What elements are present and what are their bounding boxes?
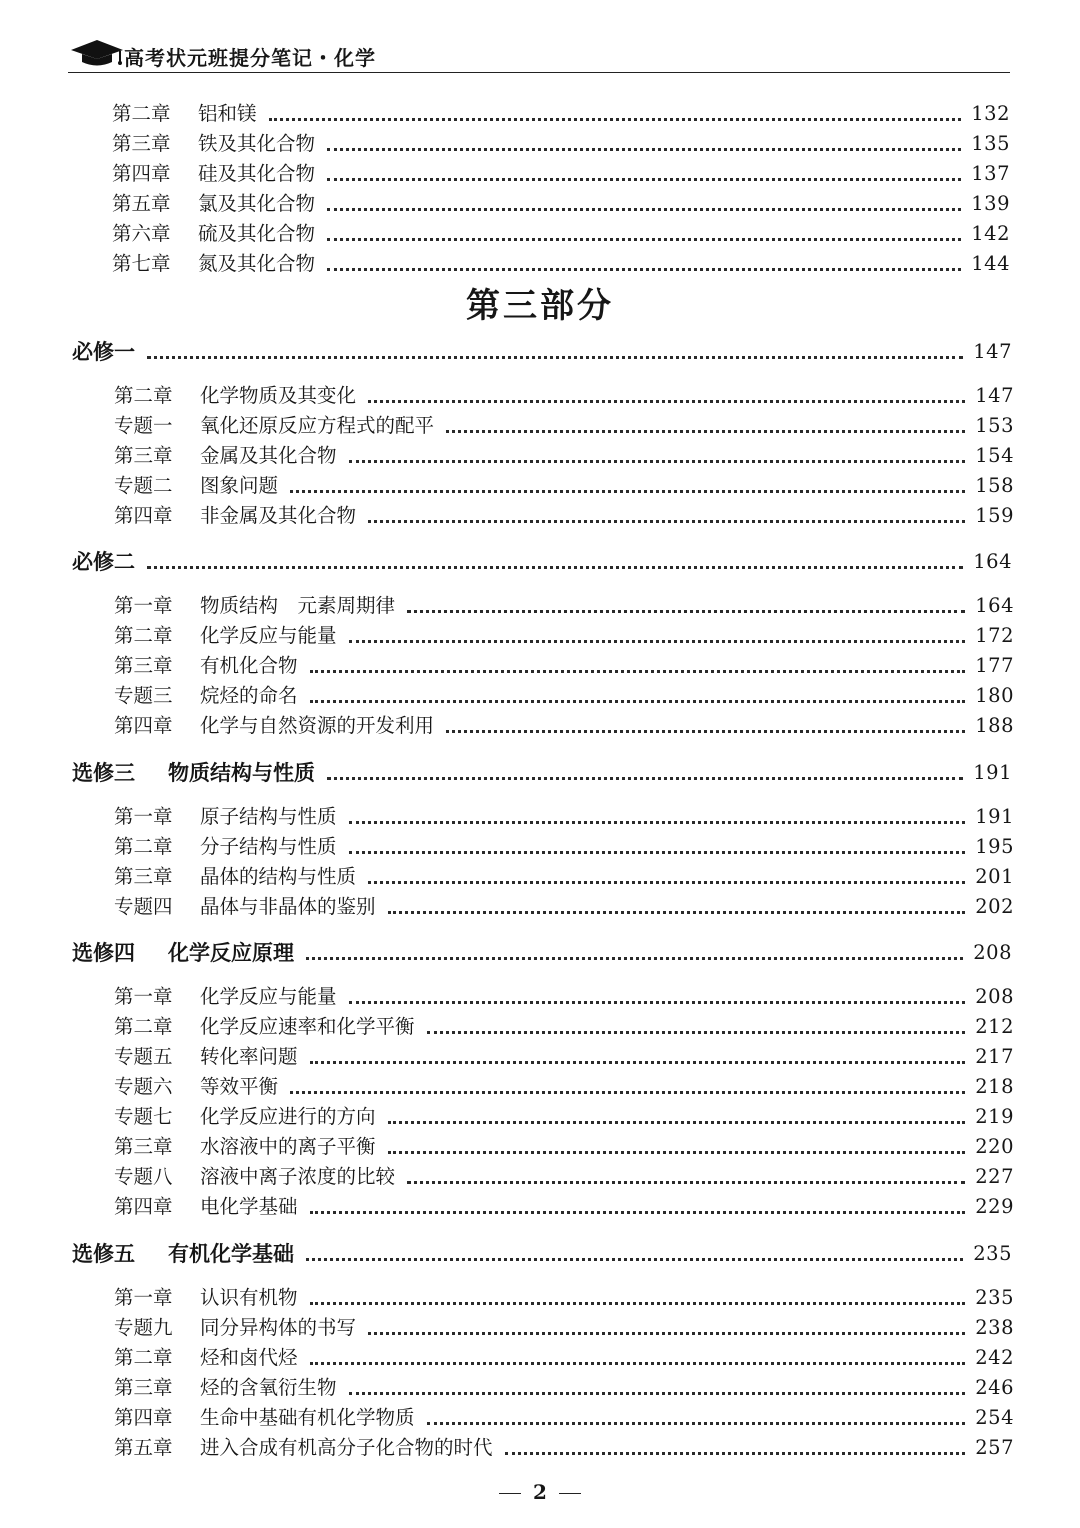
chapter-title: 等效平衡 xyxy=(200,1075,279,1098)
dot-leader xyxy=(310,669,966,673)
chapter-number: 专题三 xyxy=(114,684,173,707)
section-label: 选修四 xyxy=(72,941,135,965)
chapter-title: 图象问题 xyxy=(200,474,279,497)
toc-entry-row xyxy=(114,859,1014,889)
chapter-number: 专题七 xyxy=(114,1105,173,1128)
section-label: 选修五 xyxy=(72,1242,135,1266)
chapter-number: 第一章 xyxy=(114,594,173,617)
dot-leader xyxy=(306,956,963,960)
toc-entry-row xyxy=(112,126,1010,156)
chapter-title: 烷烃的命名 xyxy=(200,684,298,707)
chapter-title: 认识有机物 xyxy=(200,1286,298,1309)
dot-leader xyxy=(446,429,965,433)
toc-entry-row xyxy=(114,1340,1014,1370)
page-number: 208 xyxy=(973,941,1012,964)
chapter-title: 化学反应进行的方向 xyxy=(200,1105,376,1128)
page-number: 201 xyxy=(975,865,1014,888)
page-number: 159 xyxy=(975,504,1014,527)
section-title: 有机化学基础 xyxy=(168,1242,294,1266)
page-number: 229 xyxy=(975,1195,1014,1218)
toc-entry-row xyxy=(114,1159,1014,1189)
dot-leader xyxy=(349,1391,966,1395)
page-number: 195 xyxy=(975,835,1014,858)
chapter-number: 第四章 xyxy=(114,1195,173,1218)
chapter-title: 铝和镁 xyxy=(198,102,257,125)
toc-entry-row xyxy=(112,186,1010,216)
toc-entry-row xyxy=(112,156,1010,186)
chapter-number: 第二章 xyxy=(114,1015,173,1038)
toc-entry-row xyxy=(114,889,1014,919)
page-number: 235 xyxy=(975,1286,1014,1309)
dot-leader xyxy=(368,880,965,884)
page-number: 188 xyxy=(975,714,1014,737)
chapter-title: 生命中基础有机化学物质 xyxy=(200,1406,415,1429)
chapter-title: 电化学基础 xyxy=(200,1195,298,1218)
dot-leader xyxy=(368,1331,965,1335)
chapter-title: 化学反应速率和化学平衡 xyxy=(200,1015,415,1038)
chapter-title: 有机化合物 xyxy=(200,654,298,677)
dot-leader xyxy=(407,609,965,613)
chapter-number: 第三章 xyxy=(114,444,173,467)
page-number: 153 xyxy=(975,414,1014,437)
page-number: 132 xyxy=(971,102,1010,125)
chapter-number: 第三章 xyxy=(114,865,173,888)
toc-entry-row xyxy=(114,438,1014,468)
chapter-number: 第二章 xyxy=(114,384,173,407)
dot-leader xyxy=(290,489,965,493)
chapter-title: 水溶液中的离子平衡 xyxy=(200,1135,376,1158)
chapter-number: 第二章 xyxy=(112,102,171,125)
chapter-number: 第二章 xyxy=(114,835,173,858)
chapter-title: 晶体的结构与性质 xyxy=(200,865,357,888)
toc-entry-row xyxy=(112,246,1010,276)
chapter-title: 氯及其化合物 xyxy=(198,192,316,215)
toc-entry-row xyxy=(114,708,1014,738)
dot-leader xyxy=(147,355,963,359)
chapter-title: 进入合成有机高分子化合物的时代 xyxy=(200,1436,493,1459)
toc-section-row xyxy=(72,1236,1012,1266)
dot-leader xyxy=(388,1120,966,1124)
chapter-title: 非金属及其化合物 xyxy=(200,504,357,527)
chapter-number: 第一章 xyxy=(114,805,173,828)
chapter-number: 第六章 xyxy=(112,222,171,245)
chapter-title: 烃的含氧衍生物 xyxy=(200,1376,337,1399)
dot-leader xyxy=(427,1421,966,1425)
page-number: 220 xyxy=(975,1135,1014,1158)
page-number: 142 xyxy=(971,222,1010,245)
page-number: 238 xyxy=(975,1316,1014,1339)
page-number: 158 xyxy=(975,474,1014,497)
page-number: 208 xyxy=(975,985,1014,1008)
section-label: 必修二 xyxy=(72,550,135,574)
toc-entry-row xyxy=(114,1370,1014,1400)
page-number: 217 xyxy=(975,1045,1014,1068)
graduation-cap-icon xyxy=(70,38,124,68)
toc-entry-row xyxy=(114,1430,1014,1460)
running-header xyxy=(68,36,1010,76)
toc-section-row xyxy=(72,755,1012,785)
toc-entry-row xyxy=(112,96,1010,126)
page-number: 180 xyxy=(975,684,1014,707)
chapter-number: 专题六 xyxy=(114,1075,173,1098)
chapter-number: 第三章 xyxy=(114,654,173,677)
page-number: 164 xyxy=(975,594,1014,617)
chapter-title: 氧化还原反应方程式的配平 xyxy=(200,414,435,437)
toc-entry-row xyxy=(114,1129,1014,1159)
page-number: 137 xyxy=(971,162,1010,185)
toc-entry-row xyxy=(114,829,1014,859)
chapter-number: 第七章 xyxy=(112,252,171,275)
footer-dash xyxy=(559,1493,581,1494)
dot-leader xyxy=(349,850,966,854)
page-number: 257 xyxy=(975,1436,1014,1459)
dot-leader xyxy=(290,1090,965,1094)
part-heading: 第三部分 xyxy=(466,286,614,326)
toc-entry-row xyxy=(114,1039,1014,1069)
chapter-number: 专题四 xyxy=(114,895,173,918)
page-number: 147 xyxy=(975,384,1014,407)
toc-entry-row xyxy=(114,979,1014,1009)
dot-leader xyxy=(269,117,962,121)
chapter-number: 第二章 xyxy=(114,1346,173,1369)
toc-entry-row xyxy=(114,1009,1014,1039)
chapter-title: 硫及其化合物 xyxy=(198,222,316,245)
toc-entry-row xyxy=(114,648,1014,678)
chapter-number: 第五章 xyxy=(114,1436,173,1459)
toc-entry-row xyxy=(114,378,1014,408)
chapter-title: 转化率问题 xyxy=(200,1045,298,1068)
dot-leader xyxy=(310,1301,966,1305)
chapter-number: 第二章 xyxy=(114,624,173,647)
chapter-number: 专题八 xyxy=(114,1165,173,1188)
chapter-number: 第三章 xyxy=(114,1376,173,1399)
page-number: 147 xyxy=(973,340,1012,363)
page-number: 212 xyxy=(975,1015,1014,1038)
toc-section-row xyxy=(72,935,1012,965)
chapter-number: 第一章 xyxy=(114,985,173,1008)
toc-entry-row xyxy=(114,1069,1014,1099)
toc-entry-row xyxy=(114,678,1014,708)
chapter-title: 同分异构体的书写 xyxy=(200,1316,357,1339)
section-label: 必修一 xyxy=(72,340,135,364)
dot-leader xyxy=(327,207,961,211)
chapter-title: 化学与自然资源的开发利用 xyxy=(200,714,435,737)
dot-leader xyxy=(327,776,963,780)
chapter-number: 第四章 xyxy=(114,714,173,737)
chapter-title: 烃和卤代烃 xyxy=(200,1346,298,1369)
dot-leader xyxy=(349,820,966,824)
page-number: 235 xyxy=(973,1242,1012,1265)
dot-leader xyxy=(147,565,963,569)
dot-leader xyxy=(388,910,966,914)
chapter-number: 第一章 xyxy=(114,1286,173,1309)
dot-leader xyxy=(427,1030,966,1034)
page-number: 202 xyxy=(975,895,1014,918)
dot-leader xyxy=(349,1000,966,1004)
chapter-title: 化学物质及其变化 xyxy=(200,384,357,407)
chapter-title: 晶体与非晶体的鉴别 xyxy=(200,895,376,918)
dot-leader xyxy=(407,1180,965,1184)
dot-leader xyxy=(327,177,961,181)
toc-entry-row xyxy=(114,468,1014,498)
toc-section-row xyxy=(72,334,1012,364)
header-rule xyxy=(68,72,1010,73)
toc-entry-row xyxy=(114,1310,1014,1340)
dot-leader xyxy=(310,1060,966,1064)
dot-leader xyxy=(310,699,966,703)
dot-leader xyxy=(327,147,961,151)
page-number: 154 xyxy=(975,444,1014,467)
dot-leader xyxy=(327,267,961,271)
toc-entry-row xyxy=(114,618,1014,648)
chapter-title: 溶液中离子浓度的比较 xyxy=(200,1165,396,1188)
chapter-number: 第五章 xyxy=(112,192,171,215)
section-label: 选修三 xyxy=(72,761,135,785)
chapter-number: 专题二 xyxy=(114,474,173,497)
page-number: 227 xyxy=(975,1165,1014,1188)
toc-entry-row xyxy=(114,1400,1014,1430)
chapter-title: 原子结构与性质 xyxy=(200,805,337,828)
chapter-number: 第四章 xyxy=(114,504,173,527)
page-number: 254 xyxy=(975,1406,1014,1429)
dot-leader xyxy=(327,237,961,241)
toc-entry-row xyxy=(114,1280,1014,1310)
chapter-title: 铁及其化合物 xyxy=(198,132,316,155)
section-title: 化学反应原理 xyxy=(168,941,294,965)
chapter-number: 第四章 xyxy=(114,1406,173,1429)
toc-entry-row xyxy=(114,799,1014,829)
chapter-number: 专题一 xyxy=(114,414,173,437)
page-number: 144 xyxy=(971,252,1010,275)
page-number: 191 xyxy=(973,761,1012,784)
dot-leader xyxy=(310,1210,966,1214)
dot-leader xyxy=(505,1451,966,1455)
toc-entry-row xyxy=(114,1099,1014,1129)
dot-leader xyxy=(368,519,965,523)
chapter-title: 金属及其化合物 xyxy=(200,444,337,467)
chapter-title: 分子结构与性质 xyxy=(200,835,337,858)
chapter-title: 氮及其化合物 xyxy=(198,252,316,275)
chapter-title: 物质结构 元素周期律 xyxy=(200,594,396,617)
toc-entry-row xyxy=(112,216,1010,246)
chapter-number: 第三章 xyxy=(114,1135,173,1158)
dot-leader xyxy=(310,1361,966,1365)
page-number: 177 xyxy=(975,654,1014,677)
chapter-number: 专题九 xyxy=(114,1316,173,1339)
page-number: 2 xyxy=(533,1480,547,1504)
page-number: 191 xyxy=(975,805,1014,828)
footer-dash xyxy=(499,1493,521,1494)
page-number: 139 xyxy=(971,192,1010,215)
book-title: 高考状元班提分笔记・化学 xyxy=(124,46,376,70)
toc-entry-row xyxy=(114,588,1014,618)
chapter-number: 第三章 xyxy=(112,132,171,155)
page-number: 218 xyxy=(975,1075,1014,1098)
chapter-title: 化学反应与能量 xyxy=(200,624,337,647)
toc-entry-row xyxy=(114,1189,1014,1219)
dot-leader xyxy=(349,639,966,643)
page-number: 172 xyxy=(975,624,1014,647)
chapter-number: 专题五 xyxy=(114,1045,173,1068)
chapter-number: 第四章 xyxy=(112,162,171,185)
page-footer xyxy=(0,1480,1080,1504)
page-number: 242 xyxy=(975,1346,1014,1369)
page-number: 135 xyxy=(971,132,1010,155)
page-number: 219 xyxy=(975,1105,1014,1128)
page-number: 164 xyxy=(973,550,1012,573)
dot-leader xyxy=(368,399,965,403)
dot-leader xyxy=(446,729,965,733)
section-title: 物质结构与性质 xyxy=(168,761,315,785)
page-number: 246 xyxy=(975,1376,1014,1399)
dot-leader xyxy=(306,1257,963,1261)
toc-entry-row xyxy=(114,408,1014,438)
dot-leader xyxy=(349,459,966,463)
dot-leader xyxy=(388,1150,966,1154)
toc-section-row xyxy=(72,544,1012,574)
chapter-title: 化学反应与能量 xyxy=(200,985,337,1008)
toc-entry-row xyxy=(114,498,1014,528)
chapter-title: 硅及其化合物 xyxy=(198,162,316,185)
